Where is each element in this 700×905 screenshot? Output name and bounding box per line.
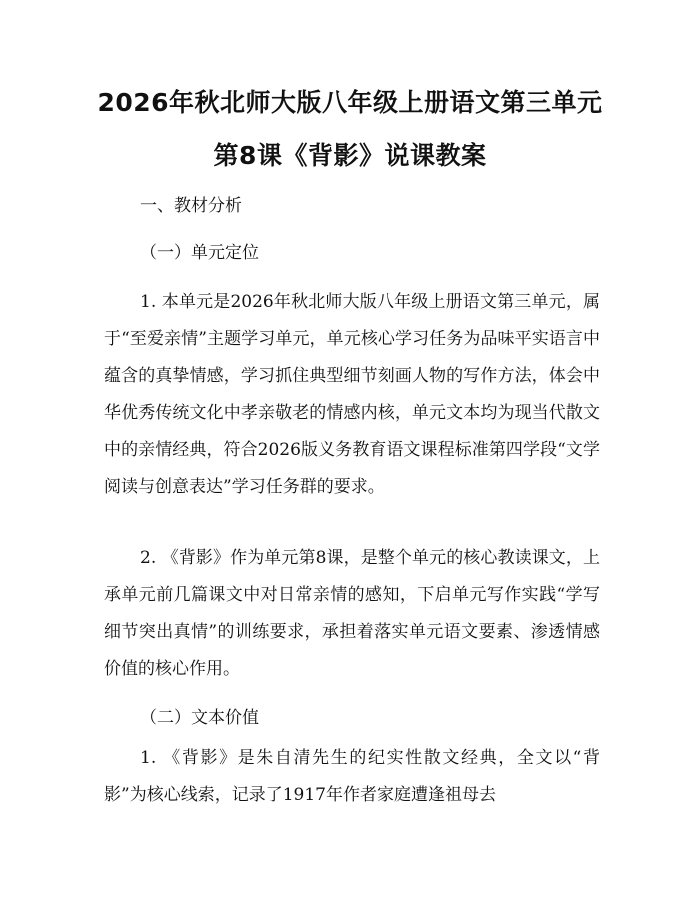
paragraph-unit-position-1: 1. 本单元是2026年秋北师大版八年级上册语文第三单元，属于“至爱亲情”主题学习单元，单元核心学习任务为品味平实语言中蕴含的真挚情感，学习抓住典型细节刻画人物的写作方法，体会中华优秀传统文化中孝亲敬老的情感内核，单元文本均为现当代散文中的亲情经典，符合2026版义务教育语文课程标准第四学段“文学阅读与创意表达”学习任务群的要求。 — [104, 292, 600, 497]
paragraph-unit-position-2: 2. 《背影》作为单元第8课，是整个单元的核心教读课文，上承单元前几篇课文中对日常亲情的感知，下启单元写作实践“学写细节突出真情”的训练要求，承担着落实单元语文要素、渗透情感价值的核心作用。 — [104, 548, 600, 679]
paragraph-text-value-1: 1. 《背影》是朱自清先生的纪实性散文经典，全文以“背影”为核心线索，记录了1917年作者家庭遭逢祖母去 — [104, 748, 600, 805]
subsection-heading-text-value: （二）文本价值 — [140, 708, 259, 728]
document-title-line-1: 2026年秋北师大版八年级上册语文第三单元 — [97, 88, 603, 117]
section-heading-textbook-analysis: 一、教材分析 — [140, 196, 242, 216]
document-title-line-2: 第8课《背影》说课教案 — [213, 141, 487, 170]
subsection-heading-unit-position: （一）单元定位 — [140, 243, 259, 263]
